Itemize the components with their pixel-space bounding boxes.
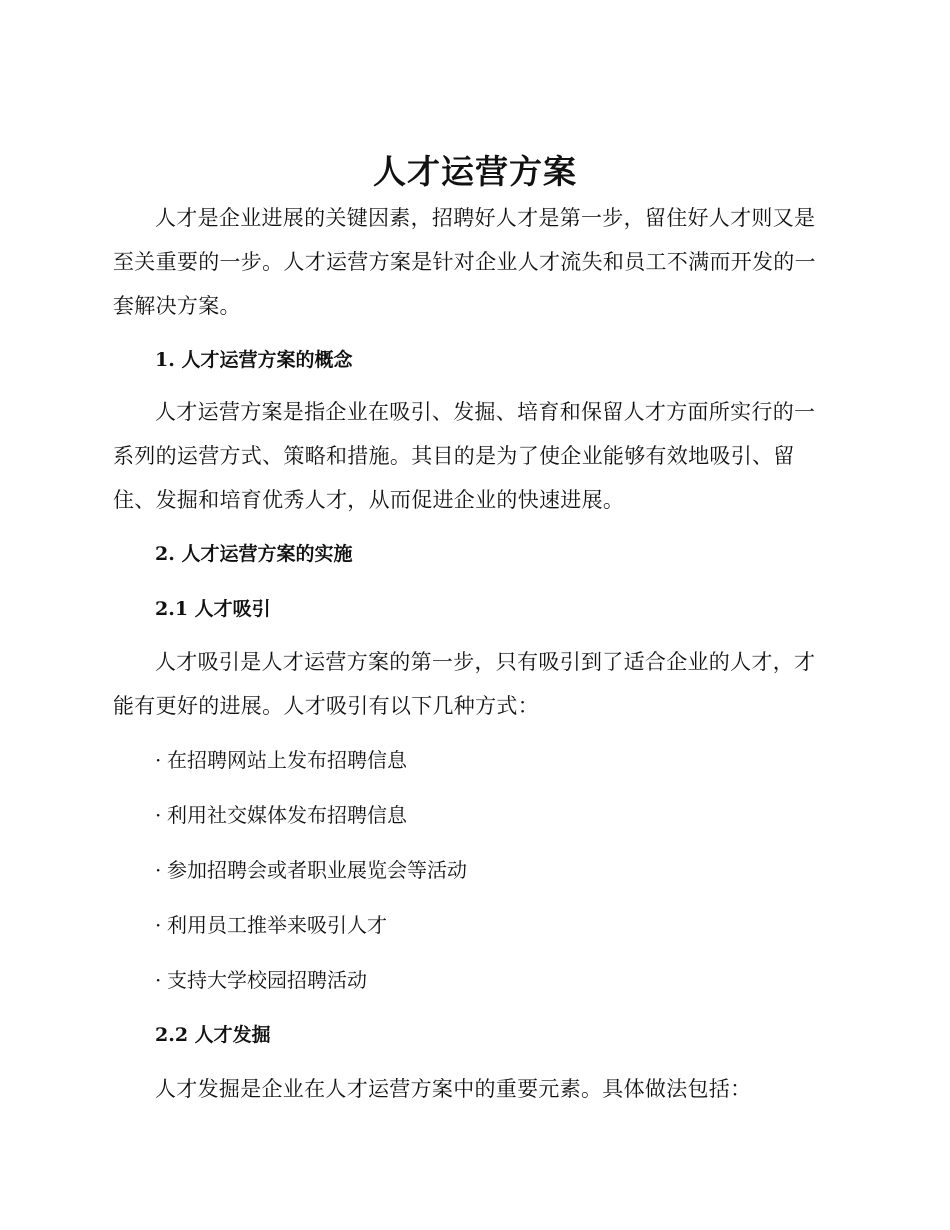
- section-2-2-heading: 2.2 人才发掘: [155, 1024, 271, 1046]
- page-title: 人才运营方案: [373, 152, 577, 191]
- section-2-1-heading: 2.1 人才吸引: [155, 598, 271, 620]
- list-item: [155, 910, 387, 940]
- bullet-dot: ·: [155, 968, 162, 992]
- section-2-heading: 2. 人才运营方案的实施: [155, 543, 353, 565]
- section-2-2-paragraph: 人才发掘是企业在人才运营方案中的重要元素。具体做法包括：: [155, 1077, 752, 1101]
- bullet-dot: ·: [155, 858, 162, 882]
- list-item-text: 参加招聘会或者职业展览会等活动: [167, 858, 467, 882]
- bullet-dot: ·: [155, 803, 162, 827]
- section-1-heading: 1. 人才运营方案的概念: [155, 349, 353, 371]
- list-item-text: 利用员工推举来吸引人才: [167, 913, 387, 937]
- bullet-dot: ·: [155, 913, 162, 937]
- list-item: [155, 800, 407, 830]
- bullet-dot: ·: [155, 748, 162, 772]
- list-item-text: 在招聘网站上发布招聘信息: [167, 748, 407, 772]
- list-item-text: 利用社交媒体发布招聘信息: [167, 803, 407, 827]
- intro-paragraph: 人才是企业进展的关键因素，招聘好人才是第一步，留住好人才则又是至关重要的一步。人才运营方案是针对企业人才流失和员工不满而开发的一套解决方案。: [113, 206, 816, 318]
- list-item-text: 支持大学校园招聘活动: [167, 968, 367, 992]
- list-item: [155, 745, 407, 775]
- list-item: [155, 855, 467, 885]
- list-item: [155, 965, 367, 995]
- section-1-paragraph: 人才运营方案是指企业在吸引、发掘、培育和保留人才方面所实行的一系列的运营方式、策略和措施。其目的是为了使企业能够有效地吸引、留住、发掘和培育优秀人才，从而促进企业的快速进展。: [113, 400, 816, 512]
- section-2-1-paragraph: 人才吸引是人才运营方案的第一步，只有吸引到了适合企业的人才，才能有更好的进展。人才吸引有以下几种方式：: [113, 650, 816, 718]
